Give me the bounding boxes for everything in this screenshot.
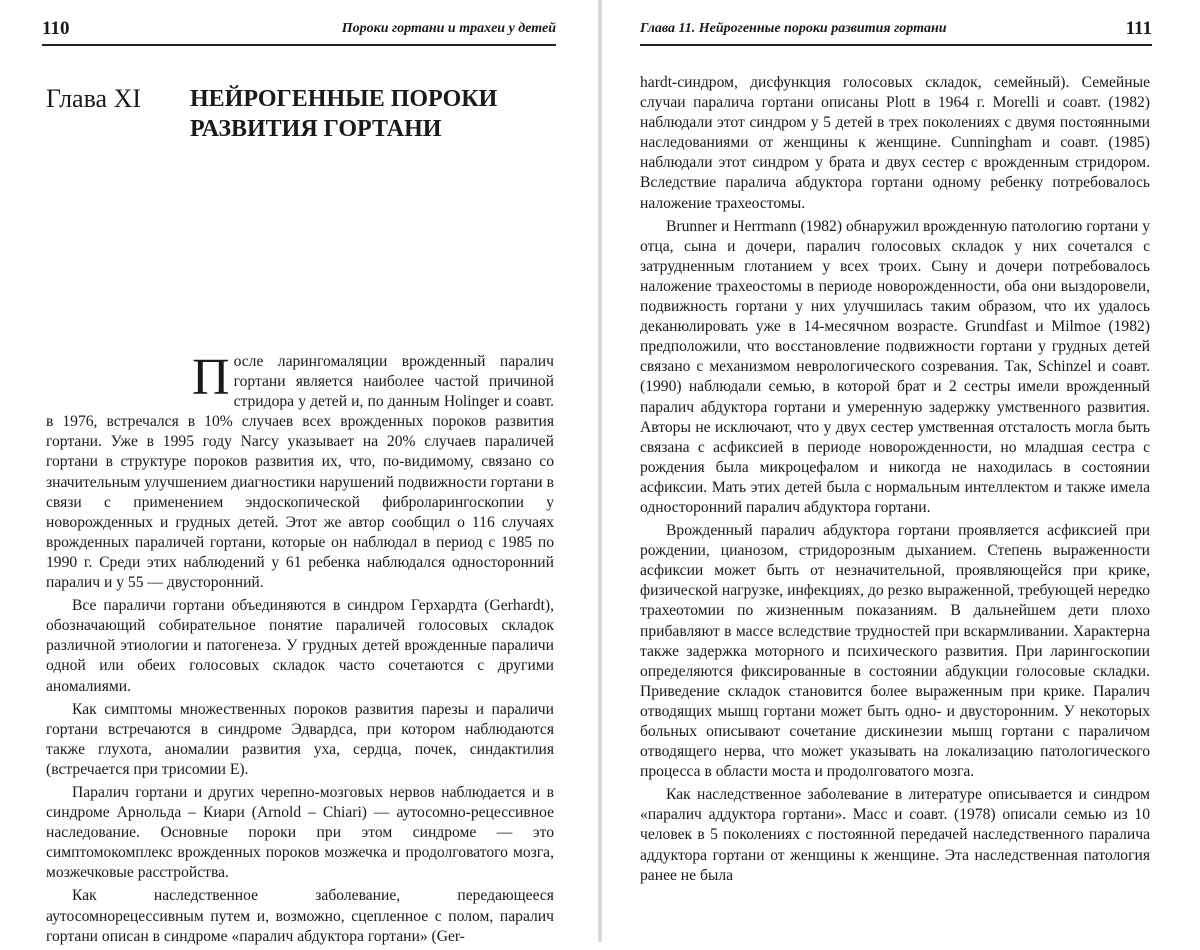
paragraph: Как наследственное заболевание в литературе описывается и синдром «паралич аддуктора гортани». Масс и соавт. (1978) описали семью из 10 человек в 5 поколениях с постоянной передачей наследственного паралича аддуктора гортани от женщины к женщине. Эта наследственная патология ранее не была bbox=[640, 786, 1150, 884]
paragraph: Brunner и Herrmann (1982) обнаружил врожденную патологию гортани у отца, сына и дочери, паралич голосовых складок у них сочетался с затрудненным глотанием у всех троих. Сыну и дочери потребовалось наложение трахеостомы в периоде новорожденности, оба они выздоровели, подвижность гортани у них улучшилась таким образом, что их удалось деканюлировать уже в 14-месячном возрасте. Grundfast и Milmoe (1982) предположили, что восстановление подвижности гортани у грудных детей связано с механизмом неврологического созревания. Так, Schinzel и соавт. (1990) наблюдали семью, в которой брат и 2 сестры имели врожденный паралич абдуктора гортани и умеренную задержку умственного развития. Авторы не исключают, что у двух сестер умственная отсталость могла быть связана с асфиксией в периоде новорожденности, но младшая сестра с рождения была микроцефалом и никогда не находилась в состоянии асфиксии. Мать этих детей была с нормальным интеллектом и также имела односторонний паралич абдуктора гортани. bbox=[640, 217, 1150, 516]
paragraph-text: осле ларингомаляции врожденный паралич гортани является наиболее частой причиной стридора у детей и, по данным Holinger и соавт. в 1976, встречался в 10% случаев всех врожденных пороков развития гортани. Уже в 1995 году Narcy указывает на 20% случаев параличей гортани в структуре пороков развития их, что, по-видимому, связано со значительным улучшением диагностики нарушений подвижности гортани в связи с применением эндоскопической фиброларингоскопии у новорожденных и грудных детей. Этот же автор сообщил о 116 случаях врожденных параличей гортани, которые он наблюдал в период с 1985 по 1990 г. Среди этих наблюдений у 61 ребенка наблюдался односторонний паралич и у 55 — двусторонний. bbox=[46, 353, 554, 592]
left-page-header bbox=[42, 18, 556, 46]
running-title: Пороки гортани и трахеи у детей bbox=[341, 21, 556, 36]
chapter-title-line: РАЗВИТИЯ ГОРТАНИ bbox=[190, 116, 442, 142]
page-number: 110 bbox=[42, 18, 70, 39]
page-number: 111 bbox=[1125, 18, 1152, 39]
right-body-text bbox=[640, 73, 1150, 889]
chapter-label: Глава XI bbox=[46, 84, 141, 113]
chapter-title-line: НЕЙРОГЕННЫЕ ПОРОКИ bbox=[190, 86, 498, 112]
paragraph: Как симптомы множественных пороков развития парезы и параличи гортани встречаются в синдроме Эдвардса, при котором наблюдаются также глухота, аномалии развития уха, сердца, почек, синдактилия (встречается при трисомии Е). bbox=[46, 700, 554, 778]
paragraph: hardt-синдром, дисфункция голосовых складок, семейный). Семейные случаи паралича гортани описаны Plott в 1964 г. Morelli и соавт. (1982) наблюдали этот синдром у 5 детей в трех поколениях с двумя постоянными наследованиями от женщины к женщине. Cunningham и соавт. (1985) наблюдали этот синдром у брата и двух сестер с врожденным стридором. Вследствие паралича абдуктора гортани одному ребенку потребовалось наложение трахеостомы. bbox=[640, 74, 1150, 212]
drop-cap: П bbox=[192, 349, 230, 406]
paragraph: Как наследственное заболевание, передающееся аутосомнорецессивным путем и, возможно, сцепленное с полом, паралич гортани описан в синдроме «паралич абдуктора гортани» (Ger- bbox=[46, 887, 554, 945]
paragraph bbox=[46, 349, 554, 593]
left-body-text bbox=[46, 349, 554, 950]
left-page bbox=[0, 0, 600, 945]
right-page bbox=[600, 0, 1200, 942]
paragraph: Все параличи гортани объединяются в синдром Герхардта (Gerhardt), обозначающий собирательное понятие параличей голосовых складок различной этиологии и патогенеза. У грудных детей врожденные параличи одной или обеих голосовых складок часто сочетаются с другими аномалиями. bbox=[46, 597, 554, 695]
right-page-header bbox=[640, 18, 1152, 46]
chapter-title bbox=[190, 84, 550, 144]
paragraph: Паралич гортани и других черепно-мозговых нервов наблюдается и в синдроме Арнольда – Киари (Arnold – Chiari) — аутосомно-рецессивное наследование. Основные пороки при этом синдроме — это симптомокомплекс врожденных пороков мозжечка и продолговатого мозга, мозжечковые расстройства. bbox=[46, 783, 554, 882]
paragraph: Врожденный паралич абдуктора гортани проявляется асфиксией при рождении, цианозом, стридорозным дыханием. Степень выраженности асфиксии может быть от незначительной, проявляющейся при крике, физической нагрузке, инфекциях, до резко выраженной, требующей нередко трахеотомии по жизненным показаниям. В дальнейшем дети плохо прибавляют в массе вследствие трудностей при вскармливании. Характерна также задержка моторного и психического развития. При ларингоскопии определяются фиксированные в состоянии абдукции голосовые складки. Приведение складок становится более выраженным при крике. Паралич отводящих мышц гортани может быть одно- и двусторонним. У некоторых больных описывают сочетание дискинезии мышц гортани с параличом отводящего нерва, что может указывать на локализацию патологического процесса в области моста и продолговатого мозга. bbox=[640, 522, 1150, 781]
running-title: Глава 11. Нейрогенные пороки развития гортани bbox=[640, 21, 947, 36]
